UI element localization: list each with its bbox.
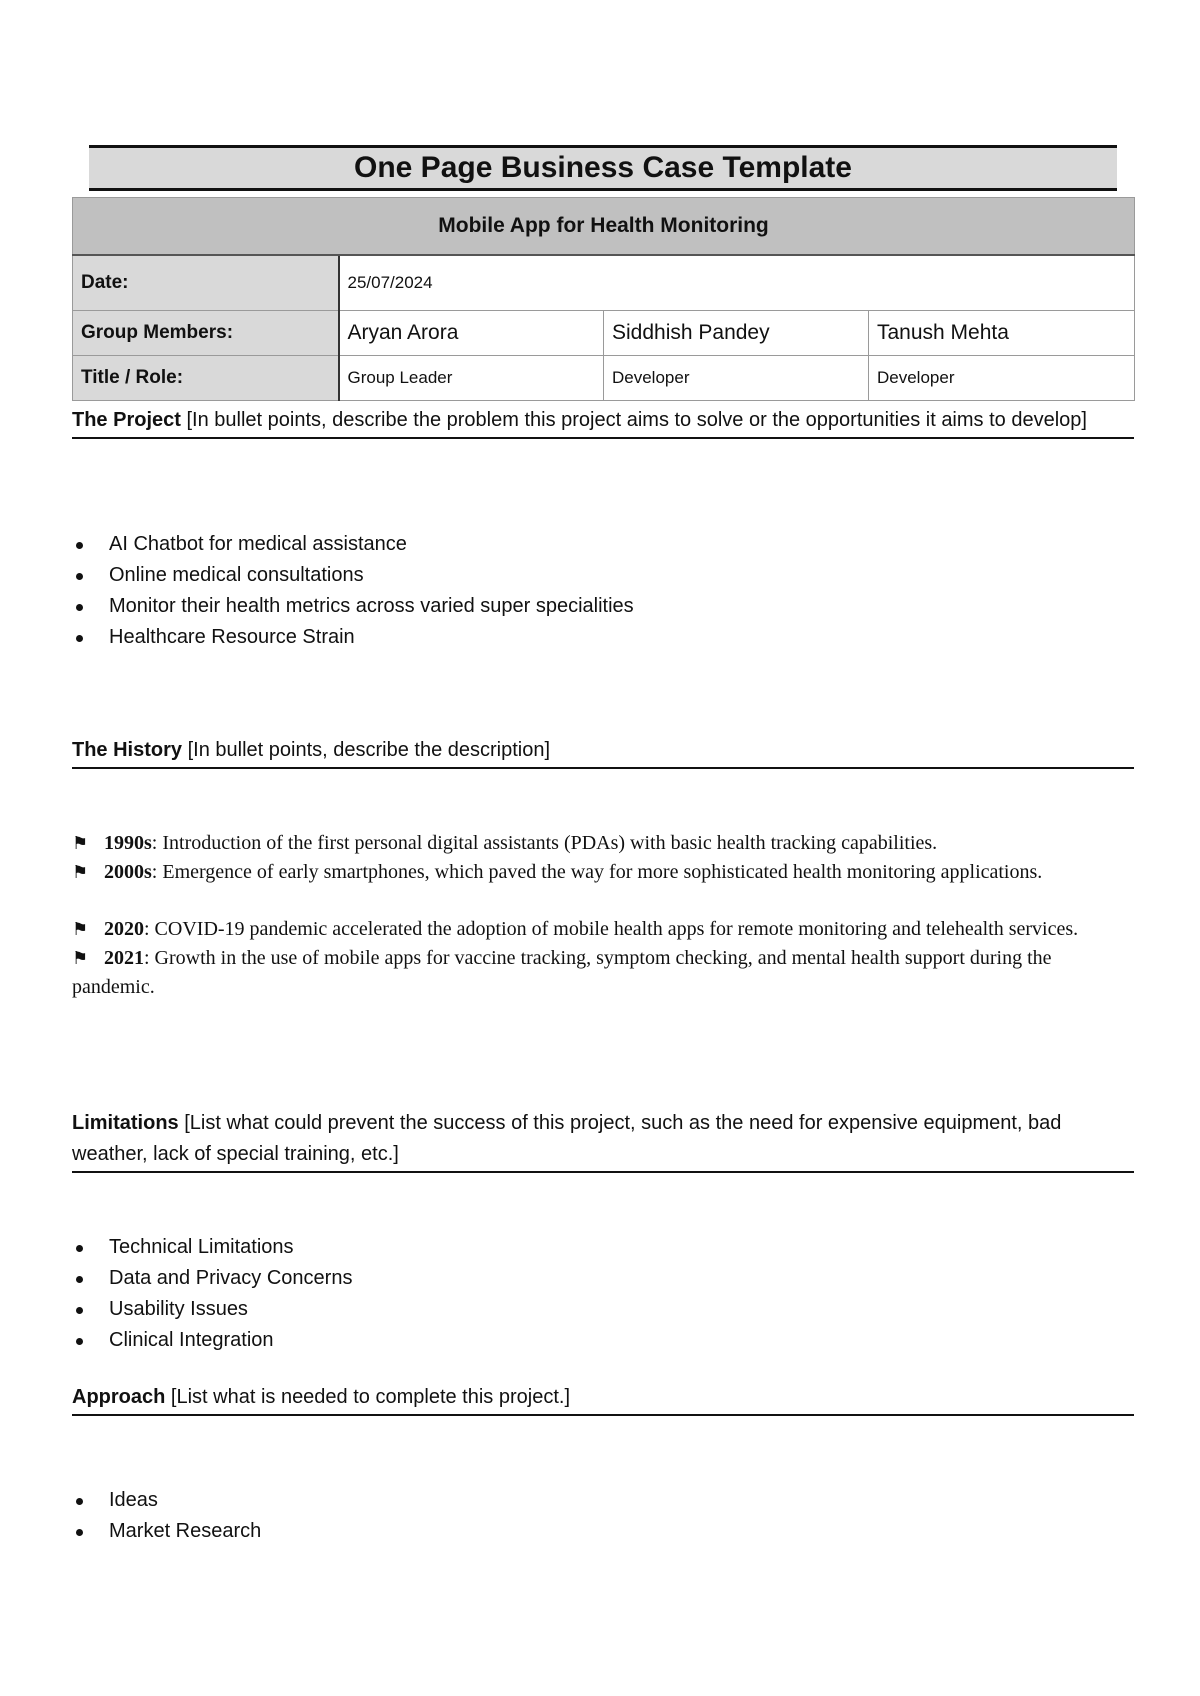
history-entry: ⚑ 2021: Growth in the use of mobile apps for vaccine tracking, symptom checking, and mental health support during the pandemic. (72, 947, 1052, 998)
limitations-heading-title: Limitations (72, 1112, 179, 1134)
document-title: One Page Business Case Template (89, 145, 1117, 191)
bullet-icon (76, 1338, 83, 1345)
bullet-icon (76, 1245, 83, 1252)
member-name: Aryan Arora (339, 311, 604, 356)
approach-heading (72, 1382, 1134, 1416)
project-heading-title: The Project (72, 409, 181, 431)
limitations-list (72, 1232, 352, 1356)
info-table (72, 197, 1135, 401)
role-label: Title / Role: (73, 356, 339, 401)
history-list (72, 829, 1134, 1001)
history-heading-title: The History (72, 739, 183, 761)
list-item: Healthcare Resource Strain (72, 622, 634, 653)
approach-list (72, 1485, 261, 1547)
history-heading-hint: [In bullet points, describe the description] (182, 739, 551, 761)
flag-icon: ⚑ (72, 833, 89, 854)
limitations-heading (72, 1108, 1134, 1173)
flag-icon: ⚑ (72, 948, 89, 969)
list-item: Data and Privacy Concerns (72, 1263, 352, 1294)
member-name: Siddhish Pandey (604, 311, 869, 356)
member-role: Group Leader (339, 356, 604, 401)
bullet-icon (76, 604, 83, 611)
bullet-icon (76, 542, 83, 549)
project-subtitle: Mobile App for Health Monitoring (73, 198, 1135, 256)
list-item: Ideas (72, 1485, 261, 1516)
history-heading (72, 735, 1134, 769)
history-entry: ⚑ 1990s: Introduction of the first personal digital assistants (PDAs) with basic health tracking capabilities. (72, 829, 1134, 858)
project-list (72, 529, 634, 653)
member-role: Developer (869, 356, 1135, 401)
approach-heading-hint: [List what is needed to complete this project.] (165, 1386, 571, 1408)
approach-heading-title: Approach (72, 1386, 166, 1408)
project-heading-hint: [In bullet points, describe the problem this project aims to solve or the opportunities it aims to develop] (180, 409, 1087, 431)
limitations-heading-hint: [List what could prevent the success of this project, such as the need for expensive equipment, bad weather, lack of special training, etc.] (72, 1112, 1062, 1165)
bullet-icon (76, 1529, 83, 1536)
member-name: Tanush Mehta (869, 311, 1135, 356)
list-item: Clinical Integration (72, 1325, 352, 1356)
date-label: Date: (73, 255, 339, 311)
flag-icon: ⚑ (72, 919, 89, 940)
members-label: Group Members: (73, 311, 339, 356)
date-value: 25/07/2024 (339, 255, 1135, 311)
list-item: Technical Limitations (72, 1232, 352, 1263)
flag-icon: ⚑ (72, 862, 89, 883)
list-item: Market Research (72, 1516, 261, 1547)
bullet-icon (76, 573, 83, 580)
bullet-icon (76, 1498, 83, 1505)
history-entry: ⚑ 2000s: Emergence of early smartphones, which paved the way for more sophisticated health monitoring applications. (72, 858, 1134, 887)
list-item: Usability Issues (72, 1294, 352, 1325)
project-heading (72, 405, 1134, 439)
list-item: AI Chatbot for medical assistance (72, 529, 634, 560)
list-item: Monitor their health metrics across varied super specialities (72, 591, 634, 622)
list-item: Online medical consultations (72, 560, 634, 591)
member-role: Developer (604, 356, 869, 401)
history-entry: ⚑ 2020: COVID-19 pandemic accelerated the adoption of mobile health apps for remote monitoring and telehealth services. (72, 915, 1134, 944)
bullet-icon (76, 635, 83, 642)
bullet-icon (76, 1307, 83, 1314)
bullet-icon (76, 1276, 83, 1283)
